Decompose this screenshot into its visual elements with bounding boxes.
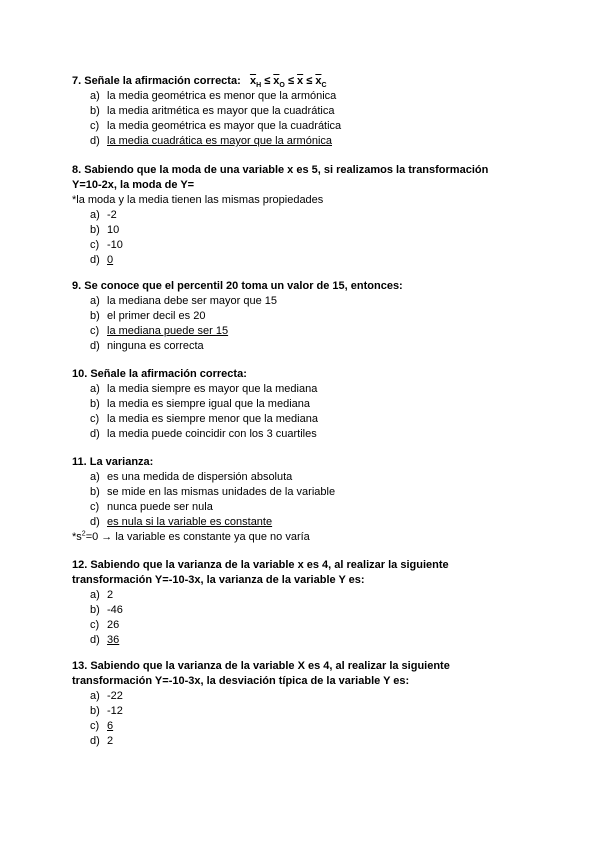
option-label: a) [90,383,100,395]
option-label: a) [90,295,100,307]
option [72,412,542,427]
option-text: la media es siempre menor que la mediana [107,413,318,425]
option [72,500,542,515]
option-text-correct: 0 [107,254,114,266]
option [72,588,542,603]
option-text: 2 [107,589,114,601]
question-9-title: 9. Se conoce que el percentil 20 toma un valor de 15, entonces: [72,280,403,292]
option-correct [72,719,542,734]
option-text: -10 [107,239,123,251]
option-text: el primer decil es 20 [107,310,206,322]
sub-h: H [256,82,262,90]
option-correct [72,515,542,530]
option-text: 26 [107,619,120,631]
question-8 [72,163,542,268]
question-13-title-line2: transformación Y=-10-3x, la desviación típica de la variable Y es: [72,675,410,687]
option [72,689,542,704]
option-label: b) [90,224,100,236]
option [72,382,542,397]
option [72,89,542,104]
question-7-title [72,74,542,89]
option-label: b) [90,604,100,616]
x-bar-symbol: $\overline{x}$ [297,75,304,87]
option-label: d) [90,254,100,266]
option [72,734,542,749]
option-text: la media aritmética es mayor que la cuadrática [107,105,335,117]
question-7-title-text: 7. Señale la afirmación correcta: [72,75,241,87]
question-9 [72,279,542,354]
option-label: c) [90,720,100,732]
le-symbol: ≤ [306,75,313,87]
question-8-title-line2: Y=10-2x, la moda de Y= [72,179,195,191]
option-label: a) [90,471,100,483]
option-label: d) [90,735,100,747]
option-text: es una medida de dispersión absoluta [107,471,293,483]
option-label: d) [90,516,100,528]
option-label: c) [90,325,100,337]
option-text: ninguna es correcta [107,340,204,352]
question-12 [72,558,542,648]
option-label: a) [90,209,100,221]
option-label: c) [90,619,100,631]
option-text: -46 [107,604,123,616]
question-13-title-line1: 13. Sabiendo que la varianza de la variable X es 4, al realizar la siguiente [72,660,450,672]
note-prefix: *s [72,531,82,543]
option [72,397,542,412]
question-12-title-line2: transformación Y=-10-3x, la varianza de la variable Y es: [72,574,365,586]
option-text: la media puede coincidir con los 3 cuartiles [107,428,317,440]
option-text-correct: 6 [107,720,114,732]
option-text: se mide en las mismas unidades de la variable [107,486,336,498]
question-8-title-line1: 8. Sabiendo que la moda de una variable x es 5, si realizamos la transformación [72,164,489,176]
option [72,603,542,618]
x-bar-symbol: $\overline{x}$ [273,75,280,87]
option-label: b) [90,310,100,322]
option-label: b) [90,486,100,498]
option [72,104,542,119]
option-label: a) [90,589,100,601]
option-label: a) [90,90,100,102]
le-symbol: ≤ [264,75,271,87]
option-correct [72,324,542,339]
question-11-title: 11. La varianza: [72,456,154,468]
option-label: c) [90,239,100,251]
option [72,427,542,442]
option-text: -22 [107,690,123,702]
option-text-correct: la media cuadrática es mayor que la armónica [107,135,333,147]
option-text-correct: es nula si la variable es constante [107,516,273,528]
sub-o: O [279,82,285,90]
option-label: d) [90,135,100,147]
question-8-note: *la moda y la media tienen las mismas propiedades [72,194,324,206]
option-label: a) [90,690,100,702]
question-7-formula [244,75,327,90]
option-text-correct: 36 [107,634,120,646]
option-text: 10 [107,224,120,236]
le-symbol: ≤ [287,75,294,87]
note-text: =0 → la variable es constante ya que no varía [85,531,310,543]
option [72,704,542,719]
option-label: c) [90,413,100,425]
question-7 [72,74,542,149]
option-label: d) [90,340,100,352]
option-text: 2 [107,735,114,747]
option-correct [72,633,542,648]
option-text: la media geométrica es menor que la armónica [107,90,337,102]
option [72,470,542,485]
option [72,208,542,223]
option [72,309,542,324]
question-11 [72,455,542,545]
option-text-correct: la mediana puede ser 15 [107,325,229,337]
option-correct [72,134,542,149]
x-bar-symbol: $\overline{x}$ [315,75,322,87]
option-text: la media geométrica es mayor que la cuadrática [107,120,342,132]
note-superscript: 2 [81,530,86,538]
option-label: b) [90,398,100,410]
sub-c: C [321,82,327,90]
option-label: c) [90,501,100,513]
option-text: la media es siempre igual que la mediana [107,398,311,410]
question-10-title: 10. Señale la afirmación correcta: [72,368,247,380]
option-label: d) [90,428,100,440]
option [72,294,542,309]
option-correct [72,253,542,268]
option-text: la mediana debe ser mayor que 15 [107,295,277,307]
option [72,485,542,500]
question-11-note [72,530,542,545]
option [72,339,542,354]
question-12-title-line1: 12. Sabiendo que la varianza de la variable x es 4, al realizar la siguiente [72,559,449,571]
option-label: b) [90,105,100,117]
option-text: -2 [107,209,117,221]
x-bar-symbol: $\overline{x}$ [249,75,257,87]
question-13 [72,659,542,749]
option-text: la media siempre es mayor que la mediana [107,383,318,395]
option [72,119,542,134]
option-text: -12 [107,705,123,717]
option-text: nunca puede ser nula [107,501,213,513]
option [72,223,542,238]
question-10 [72,367,542,442]
option [72,238,542,253]
option-label: d) [90,634,100,646]
option [72,618,542,633]
option-label: c) [90,120,100,132]
option-label: b) [90,705,100,717]
